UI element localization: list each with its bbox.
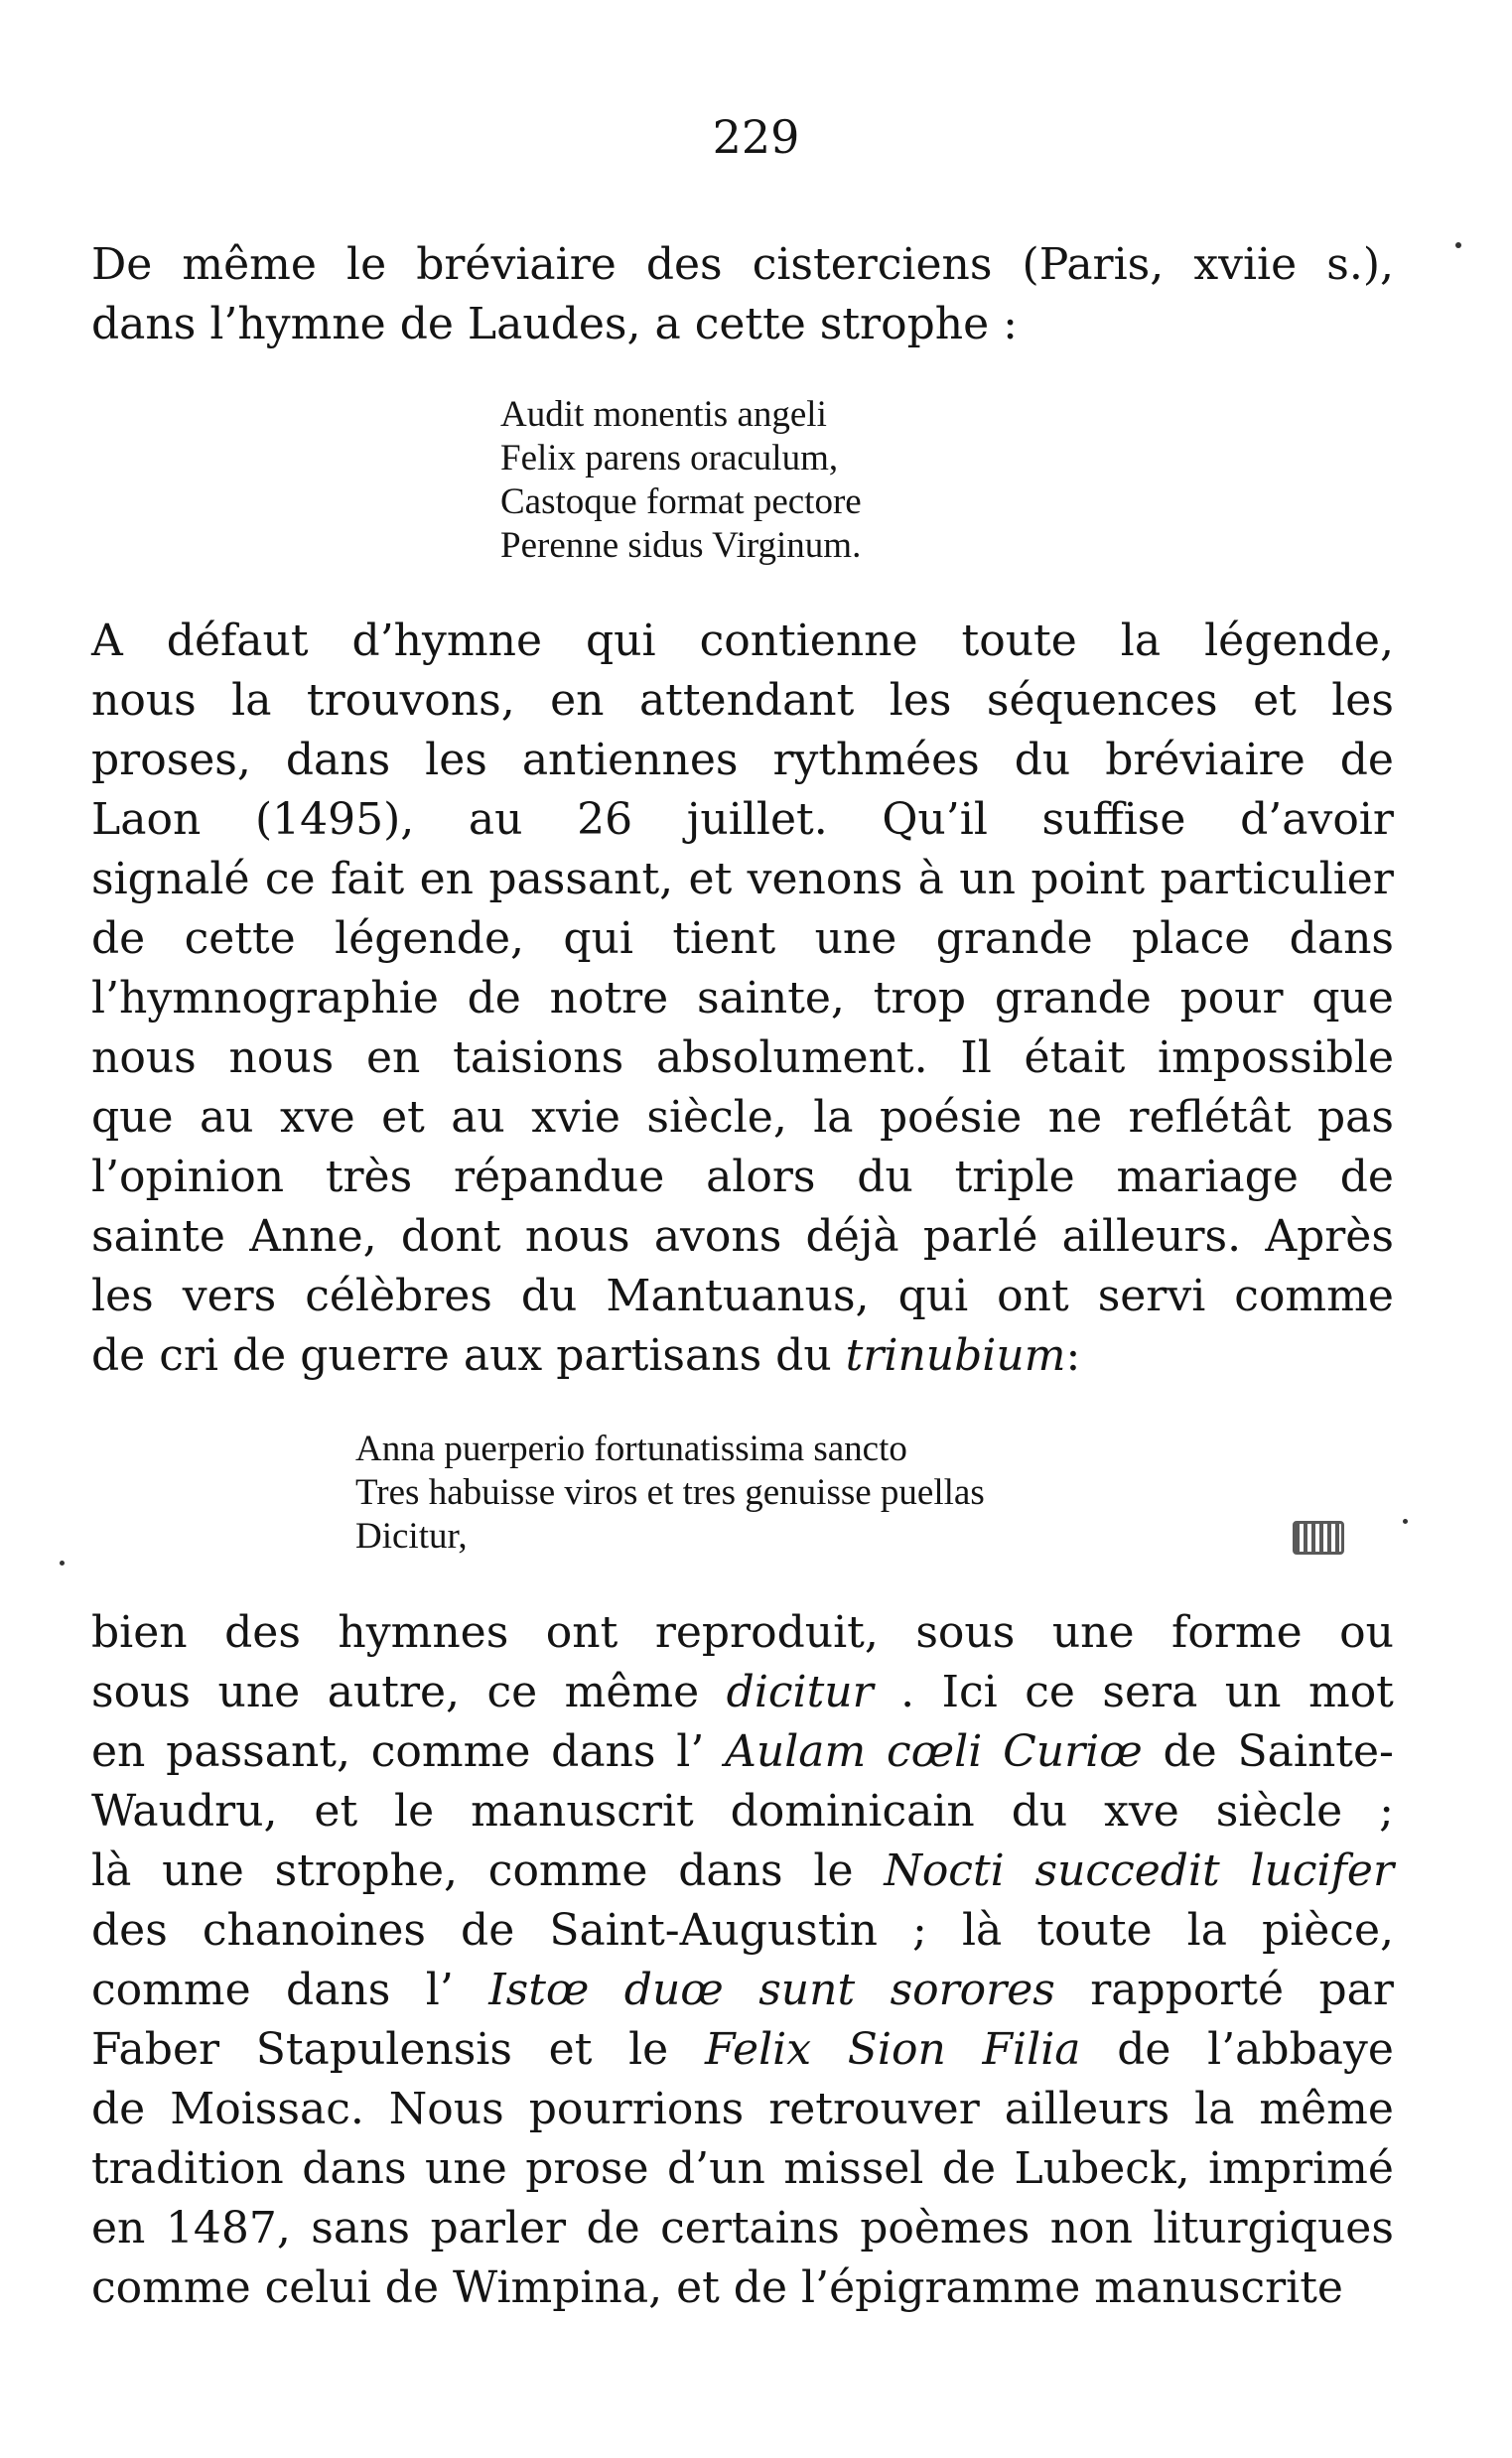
word: ce — [1025, 1667, 1075, 1717]
word: passant, — [166, 1726, 350, 1777]
word: les — [1331, 675, 1394, 726]
word: qui — [563, 913, 633, 964]
word: nous — [91, 1032, 197, 1083]
word: de — [941, 2143, 997, 2194]
word: une — [814, 913, 897, 964]
word: une — [162, 1845, 244, 1896]
word: en — [366, 1032, 421, 1083]
text-line — [91, 1603, 1394, 1663]
text-line — [91, 2139, 1394, 2199]
text-line — [91, 1088, 1394, 1148]
word: siècle — [1215, 1786, 1343, 1837]
word: tient — [672, 913, 776, 964]
italic-word: lucifer — [1250, 1845, 1394, 1896]
word: missel — [783, 2143, 924, 2194]
verse-line: Dicitur, — [355, 1516, 468, 1557]
word: et — [1253, 675, 1297, 726]
verse-quote-1 — [500, 393, 862, 568]
word: ont — [997, 1271, 1069, 1321]
word: de — [586, 2203, 640, 2253]
text-line — [91, 850, 1394, 909]
word: par — [1318, 1965, 1394, 2015]
word: l’abbaye — [1207, 2024, 1394, 2075]
word: pas — [1317, 1092, 1394, 1143]
word: ; — [1379, 1786, 1394, 1837]
word: avons — [653, 1211, 782, 1262]
italic-word: Nocti — [884, 1845, 1005, 1896]
word: en — [91, 2203, 146, 2253]
word: (1495), — [254, 794, 415, 845]
text-line — [91, 1901, 1394, 1961]
word: notre — [549, 973, 669, 1024]
paragraph-2 — [91, 612, 1394, 1386]
text-line — [91, 1326, 1394, 1386]
word: répandue — [453, 1152, 665, 1202]
word: Qu’il — [882, 794, 988, 845]
word: pour — [1179, 973, 1284, 1024]
word: non — [1049, 2203, 1133, 2253]
word: de — [384, 2262, 440, 2313]
text-line — [91, 671, 1394, 731]
word: du — [1014, 735, 1071, 785]
word: le — [346, 239, 387, 290]
word: parler — [430, 2203, 567, 2253]
word: et — [314, 1786, 358, 1837]
word: toute — [961, 615, 1077, 666]
text-line — [91, 1028, 1394, 1088]
word: sous — [915, 1607, 1016, 1658]
word: grande — [935, 913, 1093, 964]
word: . — [900, 1667, 915, 1717]
word: nous — [91, 675, 197, 726]
word: du — [520, 1271, 578, 1321]
word: place — [1132, 913, 1251, 964]
word: attendant — [638, 675, 855, 726]
text-line — [91, 2080, 1394, 2139]
word: xviie — [1193, 239, 1298, 290]
word: autre, — [327, 1667, 460, 1717]
word: de — [91, 913, 146, 964]
word: en — [91, 1726, 146, 1777]
word: séquences — [986, 675, 1218, 726]
word: fait — [330, 854, 405, 904]
word: Il — [960, 1032, 992, 1083]
italic-word: Curiœ — [1003, 1726, 1143, 1777]
word: déjà — [805, 1211, 899, 1262]
word: légende, — [335, 913, 524, 964]
word: une — [425, 2143, 507, 2194]
word: Waudru, — [91, 1786, 278, 1837]
word: sous — [91, 1667, 191, 1717]
word: bien — [91, 1607, 188, 1658]
text-line — [91, 1782, 1394, 1842]
text-line — [91, 2020, 1394, 2080]
word: là — [961, 1905, 1003, 1956]
word: guerre — [300, 1330, 450, 1381]
word: De — [91, 239, 153, 290]
ink-speck — [1455, 242, 1461, 248]
word: pièce, — [1262, 1905, 1394, 1956]
text-line — [91, 909, 1394, 969]
word: qui — [897, 1271, 969, 1321]
word: les — [889, 675, 952, 726]
word: (Paris, — [1022, 239, 1165, 290]
word: ; — [912, 1905, 927, 1956]
word: de — [1339, 735, 1394, 785]
word: du — [857, 1152, 913, 1202]
word: strophe — [819, 299, 990, 349]
word: et — [688, 854, 733, 904]
text-line — [91, 1207, 1394, 1267]
word: du — [775, 1330, 832, 1381]
word: même — [564, 1667, 700, 1717]
text-line — [91, 1663, 1394, 1722]
word: une — [1051, 1607, 1135, 1658]
word: poésie — [879, 1092, 1023, 1143]
word: comme — [1234, 1271, 1394, 1321]
word: dans — [285, 735, 391, 785]
word: que — [91, 1092, 174, 1143]
word: sainte — [91, 1211, 225, 1262]
italic-word: sorores — [890, 1965, 1055, 2015]
word: reflétât — [1128, 1092, 1292, 1143]
word: ce — [264, 854, 316, 904]
word: l’ — [676, 1726, 705, 1777]
paragraph-3 — [91, 1603, 1394, 2318]
word: comme — [91, 1965, 251, 2015]
word: proses, — [91, 735, 251, 785]
italic-word: trinubium — [845, 1330, 1066, 1381]
verse-line: Castoque format pectore — [500, 481, 862, 522]
word: contienne — [699, 615, 918, 666]
word: Wimpina, — [453, 2262, 663, 2313]
italic-word: Istœ — [488, 1965, 590, 2015]
word: triple — [954, 1152, 1075, 1202]
word: suffise — [1041, 794, 1186, 845]
word: siècle, — [646, 1092, 787, 1143]
italic-word: succedit — [1034, 1845, 1220, 1896]
word: célèbres — [305, 1271, 492, 1321]
word: au — [451, 1092, 505, 1143]
word: comme — [370, 1726, 531, 1777]
italic-word: Filia — [982, 2024, 1081, 2075]
word: dans — [91, 299, 197, 349]
page-number: 229 — [712, 110, 800, 164]
word: les — [425, 735, 487, 785]
word: le — [628, 2024, 669, 2075]
word: cri — [159, 1330, 218, 1381]
word: de — [1163, 1726, 1217, 1777]
word: l’hymnographie — [91, 973, 439, 1024]
word: ont — [545, 1607, 619, 1658]
word: le — [813, 1845, 854, 1896]
word: sainte, — [696, 973, 845, 1024]
word: Anne, — [249, 1211, 377, 1262]
word: de — [733, 2262, 788, 2313]
word: de — [1117, 2024, 1171, 2075]
text-line — [91, 790, 1394, 850]
word: et — [381, 1092, 425, 1143]
word: toute — [1036, 1905, 1153, 1956]
word: et — [548, 2024, 593, 2075]
text-line — [91, 235, 1394, 295]
text-line — [91, 2258, 1394, 2318]
word: un — [1224, 1667, 1282, 1717]
word: Lubeck, — [1014, 2143, 1190, 2194]
word: sera — [1102, 1667, 1198, 1717]
word: des — [645, 239, 723, 290]
word: dans — [1289, 913, 1394, 964]
word: pourrions — [528, 2084, 745, 2134]
word: prose — [525, 2143, 649, 2194]
word: tradition — [91, 2143, 284, 2194]
word: l’opinion — [91, 1152, 285, 1202]
word: à — [917, 854, 944, 904]
word: s.), — [1326, 239, 1394, 290]
word: d’hymne — [351, 615, 542, 666]
text-line — [91, 969, 1394, 1028]
word: d’un — [667, 2143, 765, 2194]
word: Laudes, — [467, 299, 641, 349]
word: juillet. — [686, 794, 828, 845]
word: une — [217, 1667, 301, 1717]
italic-word: dicitur — [726, 1667, 874, 1717]
word: légende, — [1204, 615, 1394, 666]
verse-line: Anna puerperio fortunatissima sancto — [355, 1429, 907, 1469]
text-line — [91, 2199, 1394, 2258]
word: Ici — [941, 1667, 998, 1717]
word: Laon — [91, 794, 202, 845]
word: Sainte- — [1237, 1726, 1394, 1777]
word: même — [182, 239, 317, 290]
italic-word: cœli — [887, 1726, 983, 1777]
word: bréviaire — [1105, 735, 1306, 785]
word: retrouver — [768, 2084, 980, 2134]
word: strophe, — [274, 1845, 458, 1896]
word: de — [467, 973, 521, 1024]
word: Saint-Augustin — [549, 1905, 878, 1956]
word: partisans — [556, 1330, 762, 1381]
word: en — [550, 675, 605, 726]
word: les — [91, 1271, 154, 1321]
word: manuscrit — [471, 1786, 694, 1837]
word: là — [91, 1845, 132, 1896]
word: reproduit, — [654, 1607, 879, 1658]
word: 26 — [577, 794, 633, 845]
word: poèmes — [860, 2203, 1031, 2253]
word: ce — [486, 1667, 538, 1717]
ink-speck — [1403, 1519, 1408, 1524]
library-stamp-icon — [1293, 1521, 1344, 1555]
word: dans — [286, 1965, 391, 2015]
word: au — [468, 794, 523, 845]
word: mot — [1307, 1667, 1394, 1717]
word: de — [1339, 1152, 1394, 1202]
word: Après — [1265, 1211, 1394, 1262]
word: de — [461, 1905, 515, 1956]
verse-quote-2 — [355, 1428, 985, 1559]
word: Faber — [91, 2024, 220, 2075]
word: l’hymne — [209, 299, 386, 349]
verse-line: Audit monentis angeli — [500, 394, 827, 435]
word: imprimé — [1208, 2143, 1394, 2194]
text-line — [91, 731, 1394, 790]
word: A — [91, 615, 123, 666]
word: Nous — [388, 2084, 504, 2134]
word: Mantuanus, — [606, 1271, 870, 1321]
word: et — [676, 2262, 720, 2313]
word: la — [1120, 615, 1162, 666]
word: nous — [228, 1032, 335, 1083]
word: la — [813, 1092, 854, 1143]
word: que — [1311, 973, 1394, 1024]
italic-word: Sion — [847, 2024, 946, 2075]
word: liturgiques — [1153, 2203, 1394, 2253]
word: de — [399, 299, 454, 349]
word: particulier — [1160, 854, 1394, 904]
word: était — [1024, 1032, 1126, 1083]
word: celui — [264, 2262, 371, 2313]
word: le — [394, 1786, 435, 1837]
word: impossible — [1158, 1032, 1394, 1083]
italic-word: Aulam — [725, 1726, 867, 1777]
word: forme — [1171, 1607, 1303, 1658]
italic-word: sunt — [758, 1965, 856, 2015]
word: taisions — [453, 1032, 624, 1083]
word: certains — [660, 2203, 840, 2253]
word: xvie — [531, 1092, 620, 1143]
word: du — [1011, 1786, 1068, 1837]
word: de — [91, 2084, 146, 2134]
word: cette — [694, 299, 806, 349]
word: la — [1194, 2084, 1235, 2134]
word: la — [231, 675, 272, 726]
word: Stapulensis — [255, 2024, 512, 2075]
word: l’épigramme — [801, 2262, 1081, 2313]
word: point — [1031, 854, 1146, 904]
word: signalé — [91, 854, 250, 904]
word: en — [419, 854, 474, 904]
word: nous — [524, 1211, 630, 1262]
word: ailleurs. — [1061, 1211, 1242, 1262]
word: antiennes — [521, 735, 739, 785]
word: rapporté — [1090, 1965, 1285, 2015]
word: mariage — [1116, 1152, 1299, 1202]
word: trouvons, — [306, 675, 515, 726]
word: comme — [487, 1845, 648, 1896]
word: hymnes — [338, 1607, 509, 1658]
word: des — [91, 1905, 168, 1956]
word: : — [1003, 299, 1018, 349]
word: alors — [706, 1152, 816, 1202]
word: servi — [1097, 1271, 1206, 1321]
word: dans — [302, 2143, 407, 2194]
word: cisterciens — [752, 239, 993, 290]
word: très — [325, 1152, 413, 1202]
italic-word: Felix — [704, 2024, 812, 2075]
word: dont — [400, 1211, 501, 1262]
paragraph-1 — [91, 235, 1394, 354]
word: aux — [463, 1330, 543, 1381]
text-line — [91, 1961, 1394, 2020]
word: rythmées — [772, 735, 980, 785]
word: bréviaire — [416, 239, 617, 290]
word: un — [959, 854, 1016, 904]
text-line — [91, 612, 1394, 671]
word: passant, — [488, 854, 674, 904]
word: a — [654, 299, 681, 349]
word: l’ — [425, 1965, 454, 2015]
word: trop — [873, 973, 967, 1024]
word: la — [1186, 1905, 1227, 1956]
word: chanoines — [202, 1905, 426, 1956]
word: vers — [182, 1271, 277, 1321]
word: même — [1259, 2084, 1394, 2134]
word: au — [199, 1092, 254, 1143]
ink-speck — [60, 1561, 65, 1566]
word: dans — [678, 1845, 783, 1896]
word: ne — [1047, 1092, 1103, 1143]
word: défaut — [166, 615, 309, 666]
word: parlé — [922, 1211, 1038, 1262]
word: venons — [747, 854, 903, 904]
word: grande — [994, 973, 1152, 1024]
word: 1487, — [165, 2203, 291, 2253]
word: absolument. — [655, 1032, 928, 1083]
verse-line: Perenne sidus Virginum. — [500, 525, 862, 566]
word: manuscrite — [1094, 2262, 1343, 2313]
word: xve — [1104, 1786, 1179, 1837]
word: ou — [1339, 1607, 1394, 1658]
word: sans — [311, 2203, 410, 2253]
word: d’avoir — [1240, 794, 1394, 845]
italic-word: duœ — [623, 1965, 724, 2015]
word: dans — [551, 1726, 656, 1777]
word: comme — [91, 2262, 251, 2313]
verse-line: Felix parens oraculum, — [500, 438, 839, 478]
word: de — [91, 1330, 146, 1381]
word: qui — [585, 615, 656, 666]
word: cette — [184, 913, 296, 964]
word: de — [231, 1330, 287, 1381]
text-line — [91, 295, 1394, 354]
verse-line: Tres habuisse viros et tres genuisse puellas — [355, 1472, 985, 1513]
word: xve — [279, 1092, 355, 1143]
word: Moissac. — [170, 2084, 364, 2134]
word: ailleurs — [1004, 2084, 1170, 2134]
text-line — [91, 1722, 1394, 1782]
word: : — [1065, 1330, 1081, 1381]
text-line — [91, 1148, 1394, 1207]
text-line — [91, 1842, 1394, 1901]
word: dominicain — [730, 1786, 975, 1837]
word: des — [224, 1607, 301, 1658]
text-line — [91, 1267, 1394, 1326]
